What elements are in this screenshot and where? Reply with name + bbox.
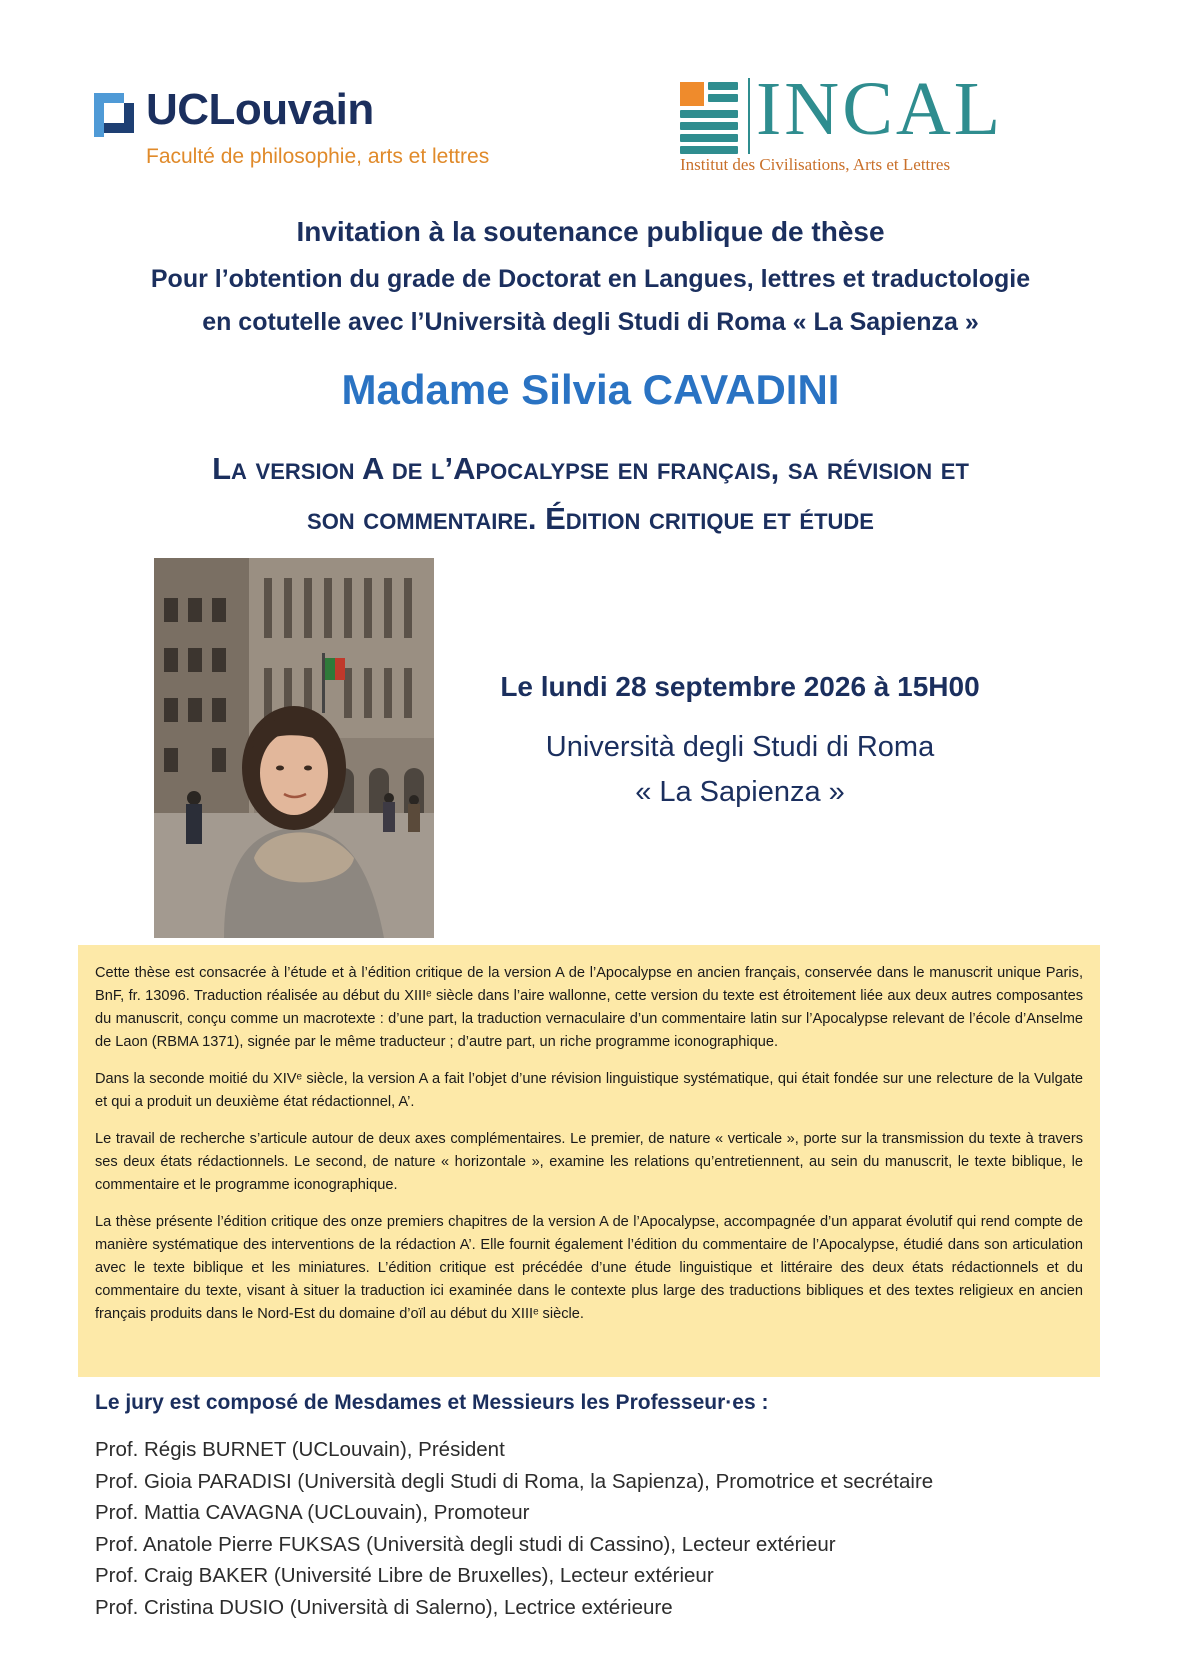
incal-name: INCAL [756,67,1004,151]
uclouvain-logo [94,85,564,179]
thesis-title-line-2: son commentaire. Édition critique et étude [307,501,874,536]
jury-member: Prof. Craig BAKER (Université Libre de Bruxelles), Lecteur extérieur [95,1564,714,1587]
candidate-photo [154,558,434,938]
jury-member: Prof. Anatole Pierre FUKSAS (Università degli studi di Cassino), Lecteur extérieur [95,1532,836,1556]
jury-heading: Le jury est composé de Mesdames et Messieurs les Professeur·es : [95,1391,769,1414]
incal-subtitle: Institut des Civilisations, Arts et Lettres [680,155,951,174]
candidate-name: Madame Silvia CAVADINI [341,366,840,413]
thesis-title [0,444,1181,544]
event-date: Le lundi 28 septembre 2026 à 15H00 [500,671,980,702]
uclouvain-name: UCLouvain [146,85,374,134]
jury-member: Prof. Mattia CAVAGNA (UCLouvain), Promoteur [95,1501,530,1524]
jury-member: Prof. Gioia PARADISI (Università degli Studi di Roma, la Sapienza), Promotrice et secrétaire [95,1469,934,1493]
incal-mark-icon [680,82,740,150]
event-place-line-1: Università degli Studi di Roma [545,731,935,763]
uclouvain-mark-icon [94,93,138,137]
abstract-paragraph: La thèse présente l’édition critique des onze premiers chapitres de la version A de l’Apocalypse, accompagnée d’un apparat évolutif qui rend compte de manière systématique des interventions de la rédaction A’. Elle fournit également l’édition du commentaire de l’Apocalypse, étudié dans son articulation avec le texte biblique et les miniatures. L’édition critique est précédée d’une étude linguistique et littéraire des deux états rédactionnels et du commentaire du texte, visant à situer la traduction ici examinée dans le contexte plus large des traductions bibliques et des textes religieux en ancien français produits dans le Nord-Est du domaine d’oïl au début du XIIIᵉ siècle. [95,1214,1083,1322]
faculty-name: Faculté de philosophie, arts et lettres [146,145,490,168]
incal-divider [748,78,750,154]
jury-member: Prof. Cristina DUSIO (Università di Salerno), Lectrice extérieure [95,1595,673,1619]
jury-list [95,1434,933,1623]
abstract-paragraph: Le travail de recherche s’articule autour de deux axes complémentaires. Le premier, de nature « verticale », porte sur la transmission du texte à travers ses deux états rédactionnels. Le second, de nature « horizontale », examine les relations qu’entretiennent, au sein du manuscrit, le texte biblique, le commentaire et le programme iconographique. [95,1131,1083,1193]
cotutelle-line: en cotutelle avec l’Università degli Studi di Roma « La Sapienza » [202,308,979,336]
degree-line: Pour l’obtention du grade de Doctorat en Langues, lettres et traductologie [150,265,1031,293]
event-place-line-2: « La Sapienza » [635,776,845,808]
invitation-heading: Invitation à la soutenance publique de thèse [296,216,885,247]
thesis-abstract [78,945,1100,1377]
abstract-paragraph: Cette thèse est consacrée à l’étude et à l’édition critique de la version A de l’Apocalypse en ancien français, conservée dans le manuscrit unique Paris, BnF, fr. 13096. Traduction réalisée au début du XIIIᵉ siècle dans l’aire wallonne, cette version du texte est étroitement liée aux deux autres composantes du manuscrit, conçu comme un macrotexte : d’une part, la traduction vernaculaire d’un commentaire latin sur l’Apocalypse relevant de l’école d’Anselme de Laon (RBMA 1371), signée par le même traducteur ; d’autre part, un riche programme iconographique. [95,965,1083,1050]
abstract-paragraph: Dans la seconde moitié du XIVᵉ siècle, la version A a fait l’objet d’une révision linguistique systématique, qui était fondée sur une relecture de la Vulgate et qui a produit un deuxième état rédactionnel, A’. [95,1071,1083,1110]
incal-logo [680,67,1004,184]
jury-member: Prof. Régis BURNET (UCLouvain), Président [95,1438,505,1461]
thesis-title-line-1: La version A de l’Apocalypse en français, sa révision et [212,451,969,486]
